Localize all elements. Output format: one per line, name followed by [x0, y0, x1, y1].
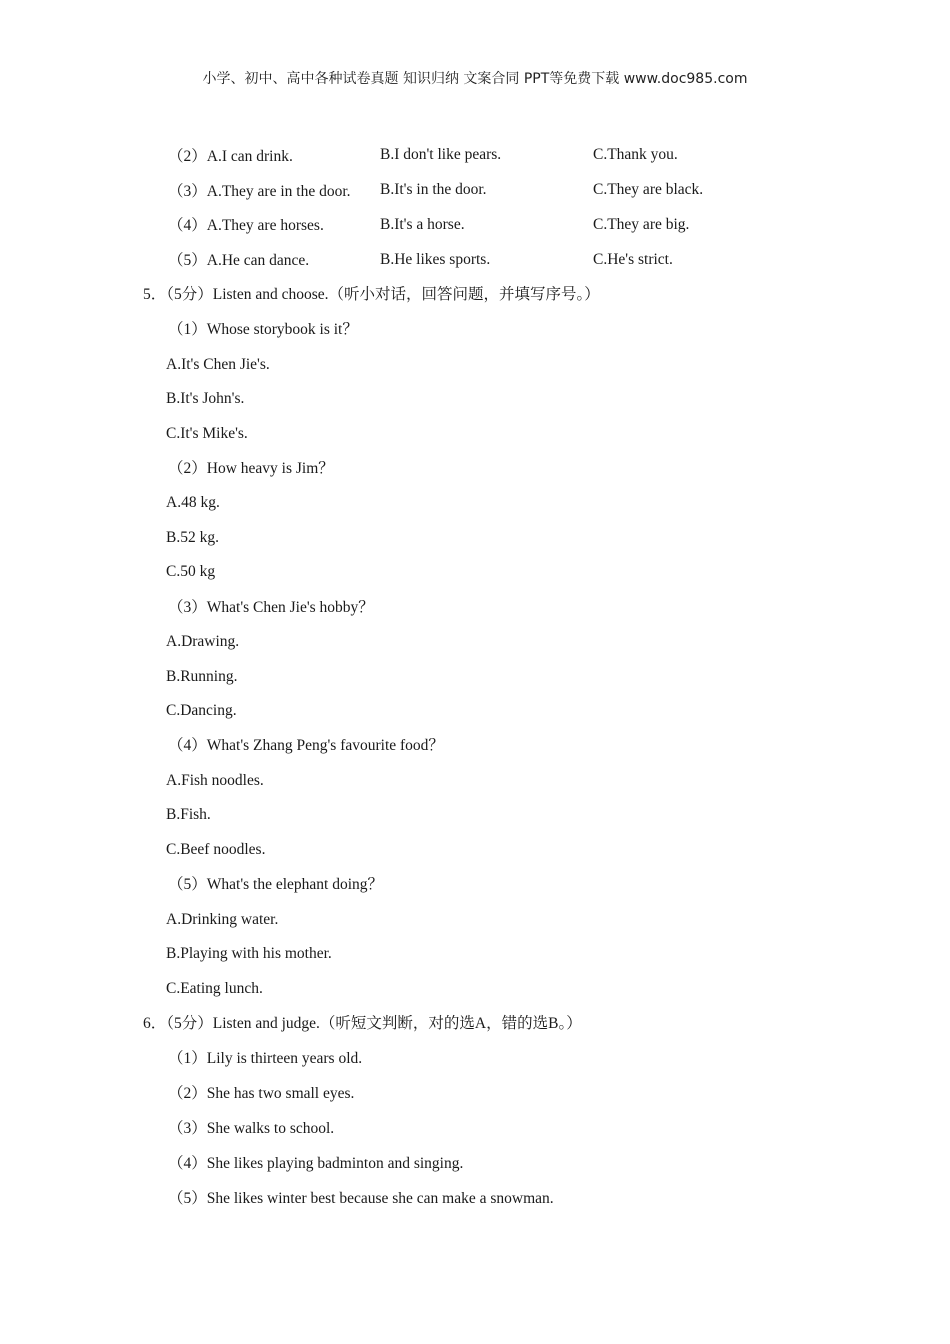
q6-title: 6．（5分）Listen and judge.（听短文判断，对的选A，错的选B。） [143, 1015, 582, 1032]
q5-sub5-option-c: C.Eating lunch. [166, 980, 263, 997]
q5-sub5-option-a: A.Drinking water. [166, 911, 279, 928]
q4-row3-option-b: B.It's in the door. [380, 181, 487, 198]
q4-row2-option-a: （2）A.I can drink. [168, 148, 293, 165]
q5-sub4-question: （4）What's Zhang Peng's favourite food？ [168, 737, 444, 754]
q6-item-1: （1）Lily is thirteen years old. [168, 1050, 363, 1067]
q5-sub5-question: （5）What's the elephant doing？ [168, 876, 384, 893]
q4-row4-option-a: （4）A.They are horses. [168, 217, 324, 234]
q5-sub4-option-b: B.Fish. [166, 806, 211, 823]
q6-item-3: （3）She walks to school. [168, 1120, 335, 1137]
q6-item-4: （4）She likes playing badminton and singing. [168, 1155, 464, 1172]
q5-title: 5．（5分）Listen and choose.（听小对话，回答问题，并填写序号。） [143, 286, 600, 303]
q4-row5-option-c: C.He's strict. [593, 251, 673, 268]
q4-row3-option-a: （3）A.They are in the door. [168, 183, 351, 200]
q4-row4-option-b: B.It's a horse. [380, 216, 465, 233]
q5-sub2-option-a: A.48 kg. [166, 494, 220, 511]
q5-sub1-option-c: C.It's Mike's. [166, 425, 248, 442]
q5-sub1-option-a: A.It's Chen Jie's. [166, 356, 270, 373]
q4-row3-option-c: C.They are black. [593, 181, 704, 198]
q4-row4-option-c: C.They are big. [593, 216, 690, 233]
page-header: 小学、初中、高中各种试卷真题 知识归纳 文案合同 PPT等免费下载 www.doc985.com [202, 71, 748, 87]
q4-row5-option-b: B.He likes sports. [380, 251, 491, 268]
q6-item-2: （2）She has two small eyes. [168, 1085, 355, 1102]
q5-sub2-option-c: C.50 kg [166, 563, 216, 580]
q5-sub2-option-b: B.52 kg. [166, 529, 219, 546]
q5-sub2-question: （2）How heavy is Jim？ [168, 460, 334, 477]
q4-row5-option-a: （5）A.He can dance. [168, 252, 310, 269]
q5-sub1-option-b: B.It's John's. [166, 390, 245, 407]
q6-item-5: （5）She likes winter best because she can make a snowman. [168, 1190, 554, 1207]
q5-sub3-option-b: B.Running. [166, 668, 238, 685]
q5-sub3-question: （3）What's Chen Jie's hobby？ [168, 599, 374, 616]
q4-row2-option-c: C.Thank you. [593, 146, 678, 163]
q4-row2-option-b: B.I don't like pears. [380, 146, 502, 163]
q5-sub5-option-b: B.Playing with his mother. [166, 945, 332, 962]
q5-sub3-option-c: C.Dancing. [166, 702, 237, 719]
q5-sub1-question: （1）Whose storybook is it？ [168, 321, 358, 338]
q5-sub4-option-c: C.Beef noodles. [166, 841, 266, 858]
q5-sub3-option-a: A.Drawing. [166, 633, 240, 650]
q5-sub4-option-a: A.Fish noodles. [166, 772, 264, 789]
